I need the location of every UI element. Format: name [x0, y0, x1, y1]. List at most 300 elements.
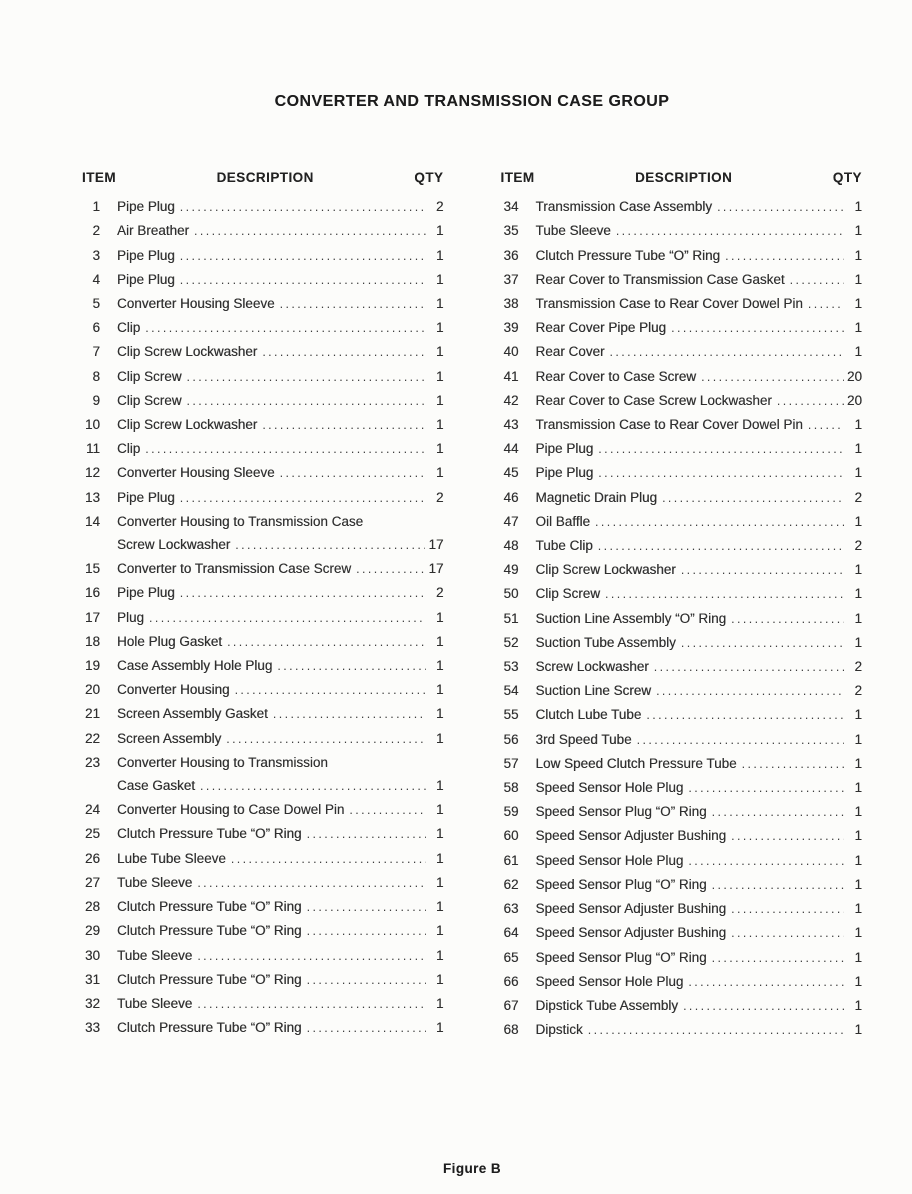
- item-number: 8: [92, 368, 100, 384]
- table-row: [501, 655, 863, 679]
- item-description: Screen Assembly Gasket: [117, 706, 268, 722]
- item-description: Case Assembly Hole Plug: [117, 658, 273, 674]
- item-number: 44: [503, 441, 519, 457]
- table-row: [82, 919, 444, 943]
- table-row: [82, 557, 444, 581]
- dot-leader: [808, 414, 844, 437]
- item-qty: 1: [435, 223, 444, 239]
- item-description: Speed Sensor Adjuster Bushing: [535, 925, 727, 941]
- item-description: Rear Cover Pipe Plug: [535, 320, 667, 336]
- table-row: [501, 800, 863, 824]
- table-row: [82, 581, 444, 605]
- table-row: [501, 534, 863, 558]
- dot-leader: [226, 728, 425, 751]
- table-row: [82, 727, 444, 751]
- item-qty: 1: [435, 441, 444, 457]
- column-header-left: [82, 166, 444, 189]
- item-qty: 1: [854, 610, 862, 626]
- item-number: 57: [503, 755, 519, 771]
- item-number: 21: [84, 706, 100, 722]
- item-number: 45: [503, 465, 519, 481]
- item-number: 5: [92, 296, 100, 312]
- item-qty: 1: [435, 874, 444, 890]
- parts-column-right: [501, 166, 863, 1042]
- dot-leader: [307, 823, 426, 846]
- item-number: 12: [84, 465, 100, 481]
- item-number: 37: [503, 271, 519, 287]
- item-number: 29: [84, 923, 100, 939]
- item-description: Clip Screw: [535, 586, 601, 602]
- item-number: 41: [503, 368, 519, 384]
- item-number: 22: [84, 730, 100, 746]
- item-description: Rear Cover to Case Screw Lockwasher: [535, 392, 772, 408]
- table-row: [82, 244, 444, 268]
- item-description: Pipe Plug: [117, 247, 175, 263]
- table-row: [82, 510, 444, 557]
- item-qty: 1: [854, 1022, 862, 1038]
- item-description: Suction Tube Assembly: [535, 634, 676, 650]
- item-qty: 1: [854, 876, 862, 892]
- item-qty: 1: [435, 296, 444, 312]
- item-number: 63: [503, 901, 519, 917]
- dot-leader: [701, 366, 844, 389]
- dot-leader: [307, 896, 426, 919]
- header-description: DESCRIPTION: [216, 170, 314, 185]
- table-row: [82, 437, 444, 461]
- item-number: 1: [92, 199, 100, 215]
- item-number: 51: [503, 610, 519, 626]
- item-qty: 1: [854, 296, 862, 312]
- item-description: Dipstick Tube Assembly: [535, 997, 679, 1013]
- table-row: [82, 365, 444, 389]
- item-qty: 1: [854, 223, 862, 239]
- item-number: 48: [503, 538, 519, 554]
- item-qty: 1: [435, 899, 444, 915]
- dot-leader: [180, 487, 426, 510]
- item-qty: 1: [854, 925, 862, 941]
- item-description: Converter Housing to Transmission: [117, 754, 328, 770]
- item-number: 31: [84, 971, 100, 987]
- dot-leader: [656, 680, 844, 703]
- item-number: 2: [92, 223, 100, 239]
- item-qty: 1: [854, 562, 862, 578]
- item-number: 23: [84, 754, 100, 770]
- table-row: [82, 630, 444, 654]
- item-qty: 1: [854, 901, 862, 917]
- table-row: [501, 994, 863, 1018]
- item-qty: 1: [854, 271, 862, 287]
- table-row: [501, 921, 863, 945]
- item-description: Speed Sensor Plug “O” Ring: [535, 804, 707, 820]
- table-row: [501, 873, 863, 897]
- table-row: [82, 678, 444, 702]
- item-qty: 1: [435, 971, 444, 987]
- item-number: 54: [503, 683, 519, 699]
- dot-leader: [717, 196, 844, 219]
- table-row: [82, 992, 444, 1016]
- dot-leader: [280, 293, 426, 316]
- item-number: 47: [503, 513, 519, 529]
- item-number: 25: [84, 826, 100, 842]
- dot-leader: [598, 438, 844, 461]
- item-number: 60: [503, 828, 519, 844]
- dot-leader: [262, 414, 425, 437]
- item-description: Converter Housing to Case Dowel Pin: [117, 802, 345, 818]
- item-number: 49: [503, 562, 519, 578]
- dot-leader: [637, 729, 844, 752]
- dot-leader: [145, 317, 425, 340]
- item-description: Magnetic Drain Plug: [535, 489, 658, 505]
- item-qty: 1: [854, 997, 862, 1013]
- item-number: 61: [503, 852, 519, 868]
- item-description: Clutch Pressure Tube “O” Ring: [535, 247, 721, 263]
- item-description: Suction Line Assembly “O” Ring: [535, 610, 727, 626]
- table-row: [501, 728, 863, 752]
- item-qty: 1: [435, 368, 444, 384]
- table-row: [501, 946, 863, 970]
- table-row: [501, 244, 863, 268]
- item-description: Converter Housing: [117, 682, 230, 698]
- item-qty: 1: [435, 947, 444, 963]
- dot-leader: [197, 945, 425, 968]
- item-number: 55: [503, 707, 519, 723]
- item-qty: 1: [854, 949, 862, 965]
- item-qty: 1: [854, 417, 862, 433]
- item-number: 56: [503, 731, 519, 747]
- item-number: 26: [84, 850, 100, 866]
- item-number: 39: [503, 320, 519, 336]
- dot-leader: [688, 777, 844, 800]
- dot-leader: [598, 462, 844, 485]
- item-number: 35: [503, 223, 519, 239]
- header-qty: QTY: [414, 170, 444, 185]
- item-qty: 2: [854, 538, 862, 554]
- table-row: [82, 847, 444, 871]
- item-description: Dipstick: [535, 1022, 583, 1038]
- item-number: 58: [503, 780, 519, 796]
- item-qty: 1: [435, 392, 444, 408]
- table-row: [82, 316, 444, 340]
- dot-leader: [145, 438, 425, 461]
- table-row: [501, 703, 863, 727]
- table-row: [82, 968, 444, 992]
- item-number: 62: [503, 876, 519, 892]
- table-row: [501, 679, 863, 703]
- item-description: Clip Screw Lockwasher: [535, 562, 676, 578]
- table-row: [501, 486, 863, 510]
- item-number: 50: [503, 586, 519, 602]
- item-number: 20: [84, 682, 100, 698]
- dot-leader: [725, 245, 844, 268]
- table-row: [82, 219, 444, 243]
- item-description: Screw Lockwasher: [117, 537, 231, 553]
- item-description: Clip Screw: [117, 368, 182, 384]
- item-number: 64: [503, 925, 519, 941]
- table-row: [501, 389, 863, 413]
- table-row: [82, 822, 444, 846]
- item-qty: 20: [846, 368, 862, 384]
- item-description: Case Gasket: [117, 778, 196, 794]
- table-row: [501, 849, 863, 873]
- table-row: [501, 970, 863, 994]
- table-row: [501, 776, 863, 800]
- item-description: Clip Screw: [117, 392, 182, 408]
- item-qty: 17: [428, 537, 444, 553]
- item-description: Speed Sensor Adjuster Bushing: [535, 828, 727, 844]
- item-qty: 2: [435, 199, 444, 215]
- item-qty: 1: [435, 609, 444, 625]
- dot-leader: [588, 1019, 844, 1042]
- item-number: 10: [84, 417, 100, 433]
- table-row: [501, 413, 863, 437]
- dot-leader: [654, 656, 844, 679]
- item-description: Hole Plug Gasket: [117, 633, 223, 649]
- dot-leader: [671, 317, 844, 340]
- table-row: [82, 268, 444, 292]
- header-item: ITEM: [500, 170, 535, 185]
- dot-leader: [712, 947, 844, 970]
- table-row: [501, 292, 863, 316]
- item-number: 14: [84, 513, 100, 529]
- item-number: 53: [503, 659, 519, 675]
- item-number: 4: [92, 271, 100, 287]
- item-description: Pipe Plug: [117, 585, 175, 601]
- item-qty: 1: [854, 707, 862, 723]
- dot-leader: [662, 487, 844, 510]
- dot-leader: [683, 995, 844, 1018]
- table-row: [501, 607, 863, 631]
- item-qty: 2: [435, 585, 444, 601]
- item-description: Clip Screw Lockwasher: [117, 344, 258, 360]
- table-row: [501, 752, 863, 776]
- item-number: 65: [503, 949, 519, 965]
- dot-leader: [197, 993, 425, 1016]
- item-number: 32: [84, 995, 100, 1011]
- header-description: DESCRIPTION: [635, 170, 733, 185]
- dot-leader: [235, 679, 426, 702]
- dot-leader: [731, 922, 844, 945]
- item-description: Clutch Pressure Tube “O” Ring: [117, 971, 302, 987]
- item-description: Pipe Plug: [535, 465, 594, 481]
- item-qty: 1: [854, 441, 862, 457]
- item-number: 6: [92, 320, 100, 336]
- dot-leader: [307, 1017, 426, 1040]
- item-number: 7: [92, 344, 100, 360]
- table-row: [82, 798, 444, 822]
- item-qty: 2: [854, 659, 862, 675]
- item-qty: 1: [435, 706, 444, 722]
- dot-leader: [808, 293, 844, 316]
- item-qty: 1: [435, 778, 444, 794]
- item-description: Clutch Lube Tube: [535, 707, 642, 723]
- dot-leader: [273, 703, 426, 726]
- table-row: [82, 389, 444, 413]
- item-qty: 1: [435, 1020, 444, 1036]
- item-description: Suction Line Screw: [535, 683, 652, 699]
- table-row: [82, 486, 444, 510]
- item-description: Tube Sleeve: [535, 223, 611, 239]
- column-header-right: [501, 166, 863, 189]
- table-row: [82, 606, 444, 630]
- item-number: 13: [84, 489, 100, 505]
- item-qty: 1: [854, 634, 862, 650]
- dot-leader: [187, 390, 426, 413]
- dot-leader: [688, 850, 844, 873]
- item-number: 3: [92, 247, 100, 263]
- item-qty: 1: [435, 271, 444, 287]
- item-description: Speed Sensor Plug “O” Ring: [535, 949, 707, 965]
- dot-leader: [731, 825, 844, 848]
- item-number: 15: [84, 561, 100, 577]
- header-qty: QTY: [832, 170, 862, 185]
- item-number: 43: [503, 417, 519, 433]
- dot-leader: [610, 341, 844, 364]
- item-qty: 1: [435, 826, 444, 842]
- parts-columns: [82, 166, 862, 1042]
- dot-leader: [187, 366, 426, 389]
- item-description: Converter to Transmission Case Screw: [117, 561, 352, 577]
- item-qty: 1: [854, 852, 862, 868]
- item-number: 67: [503, 997, 519, 1013]
- item-number: 19: [84, 658, 100, 674]
- dot-leader: [688, 971, 844, 994]
- item-qty: 1: [854, 513, 862, 529]
- item-description: Pipe Plug: [117, 199, 175, 215]
- dot-leader: [262, 341, 425, 364]
- dot-leader: [646, 704, 844, 727]
- item-qty: 1: [435, 995, 444, 1011]
- item-description: 3rd Speed Tube: [535, 731, 632, 747]
- item-number: 17: [84, 609, 100, 625]
- item-qty: 1: [854, 828, 862, 844]
- item-description: Plug: [117, 609, 145, 625]
- table-row: [501, 365, 863, 389]
- item-qty: 1: [854, 465, 862, 481]
- item-number: 18: [84, 633, 100, 649]
- item-description: Screen Assembly: [117, 730, 222, 746]
- item-number: 11: [85, 441, 100, 457]
- table-row: [501, 582, 863, 606]
- item-description: Speed Sensor Adjuster Bushing: [535, 901, 727, 917]
- item-description: Transmission Case Assembly: [535, 199, 713, 215]
- item-qty: 17: [428, 561, 444, 577]
- dot-leader: [149, 607, 425, 630]
- item-qty: 1: [435, 344, 444, 360]
- item-number: 68: [503, 1022, 519, 1038]
- item-qty: 1: [435, 465, 444, 481]
- dot-leader: [790, 269, 844, 292]
- item-qty: 2: [854, 489, 862, 505]
- item-qty: 1: [435, 802, 444, 818]
- table-row: [82, 461, 444, 485]
- item-qty: 1: [435, 730, 444, 746]
- item-number: 33: [84, 1020, 100, 1036]
- page-title: CONVERTER AND TRANSMISSION CASE GROUP: [274, 93, 670, 110]
- item-description: Lube Tube Sleeve: [117, 850, 226, 866]
- item-description: Tube Sleeve: [117, 874, 193, 890]
- figure-label: Figure B: [443, 1161, 501, 1177]
- item-description: Pipe Plug: [117, 271, 175, 287]
- table-row: [82, 895, 444, 919]
- table-row: [82, 340, 444, 364]
- dot-leader: [307, 969, 426, 992]
- table-row: [82, 702, 444, 726]
- dot-leader: [349, 799, 425, 822]
- item-description: Transmission Case to Rear Cover Dowel Pin: [535, 296, 803, 312]
- item-description: Tube Clip: [535, 538, 593, 554]
- item-qty: 1: [435, 633, 444, 649]
- item-number: 28: [84, 899, 100, 915]
- item-description: Speed Sensor Hole Plug: [535, 852, 684, 868]
- item-number: 40: [503, 344, 519, 360]
- dot-leader: [277, 655, 425, 678]
- item-qty: 1: [435, 923, 444, 939]
- dot-leader: [681, 632, 844, 655]
- dot-leader: [194, 220, 425, 243]
- dot-leader: [200, 775, 425, 798]
- dot-leader: [731, 608, 844, 631]
- parts-column-left: [82, 166, 444, 1042]
- table-row: [501, 510, 863, 534]
- item-description: Tube Sleeve: [117, 995, 193, 1011]
- table-row: [501, 268, 863, 292]
- dot-leader: [307, 920, 426, 943]
- dot-leader: [227, 631, 425, 654]
- dot-leader: [777, 390, 844, 413]
- item-qty: 2: [435, 489, 444, 505]
- parts-rows-left: [82, 195, 444, 1040]
- item-description: Clutch Pressure Tube “O” Ring: [117, 923, 302, 939]
- item-qty: 20: [846, 392, 862, 408]
- item-number: 42: [503, 392, 519, 408]
- dot-leader: [180, 245, 426, 268]
- dot-leader: [605, 583, 844, 606]
- item-qty: 1: [854, 320, 862, 336]
- dot-leader: [180, 269, 426, 292]
- table-row: [501, 1018, 863, 1042]
- item-number: 30: [84, 947, 100, 963]
- dot-leader: [595, 511, 844, 534]
- table-row: [501, 437, 863, 461]
- table-row: [501, 340, 863, 364]
- table-row: [82, 944, 444, 968]
- item-number: 66: [503, 973, 519, 989]
- item-description: Screw Lockwasher: [535, 659, 649, 675]
- dot-leader: [180, 196, 426, 219]
- dot-leader: [231, 848, 426, 871]
- item-number: 34: [503, 199, 519, 215]
- table-row: [82, 871, 444, 895]
- item-description: Air Breather: [117, 223, 190, 239]
- dot-leader: [742, 753, 844, 776]
- item-description: Tube Sleeve: [117, 947, 193, 963]
- dot-leader: [197, 872, 425, 895]
- item-qty: 1: [854, 247, 862, 263]
- item-description: Transmission Case to Rear Cover Dowel Pin: [535, 417, 803, 433]
- item-description: Converter Housing Sleeve: [117, 296, 275, 312]
- item-qty: 1: [854, 731, 862, 747]
- item-description: Oil Baffle: [535, 513, 591, 529]
- dot-leader: [616, 220, 844, 243]
- item-description: Clip: [117, 441, 141, 457]
- item-description: Rear Cover to Transmission Case Gasket: [535, 271, 785, 287]
- dot-leader: [280, 462, 426, 485]
- item-number: 59: [503, 804, 519, 820]
- table-row: [82, 1016, 444, 1040]
- dot-leader: [598, 535, 844, 558]
- table-row: [82, 195, 444, 219]
- item-number: 24: [84, 802, 100, 818]
